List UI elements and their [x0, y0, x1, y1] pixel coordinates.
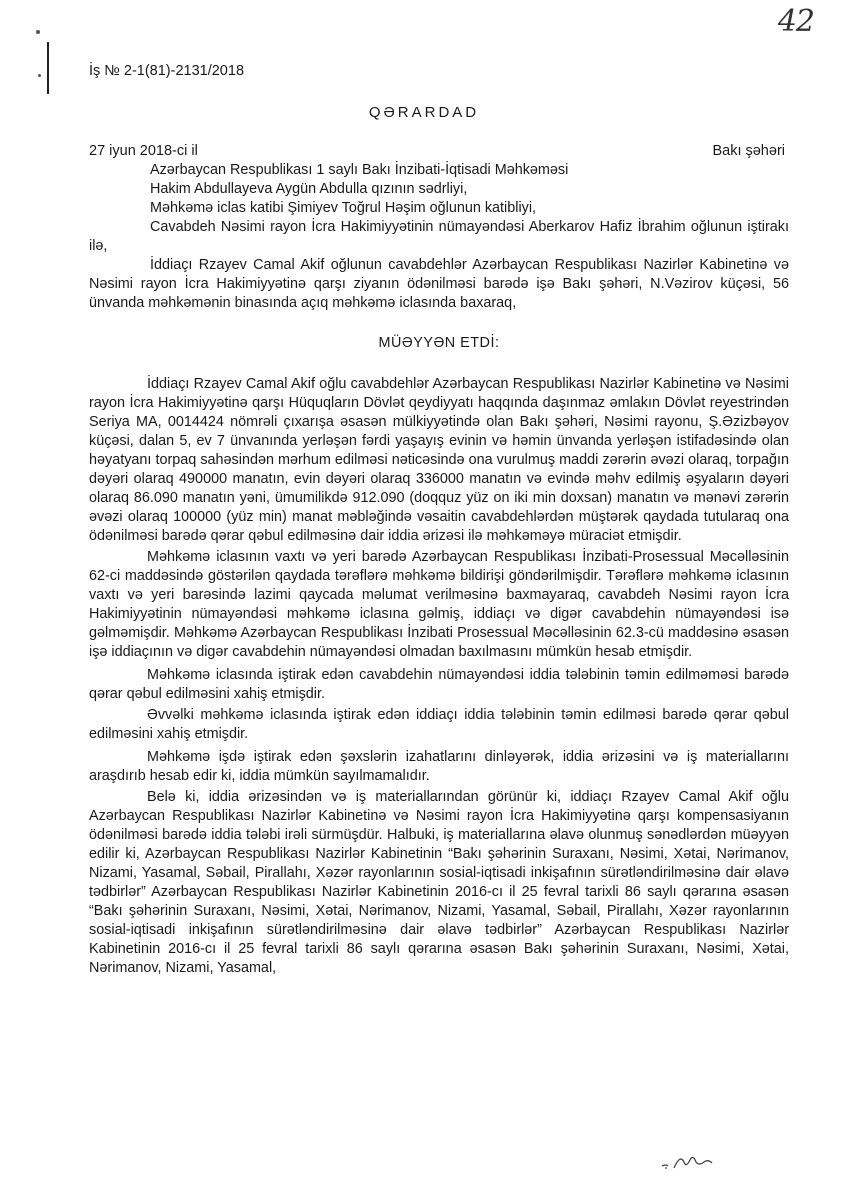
intro-line: İddiaçı Rzayev Camal Akif oğlunun cavabdehlər Azərbaycan Respublikası Nazirlər Kabinetinə və Nəsimi rayon İcra Hakimiyyətinə qarşı ziyanın ödənilməsi barədə işə Bakı şəhəri, N.Vəzirov küçəsi, 56 ünvanda məhkəmənin binasında açıq məhkəmə iclasında baxaraq, — [89, 257, 789, 311]
intro-line: Hakim Abdullayeva Aygün Abdulla qızının sədrliyi, — [150, 181, 468, 197]
document-date: 27 iyun 2018-ci il — [89, 143, 198, 159]
binder-mark — [38, 74, 41, 77]
intro-line: Azərbaycan Respublikası 1 saylı Bakı İnzibati-İqtisadi Məhkəməsi — [150, 162, 569, 178]
body-paragraph: Məhkəmə iclasının vaxtı və yeri barədə Azərbaycan Respublikası İnzibati-Prosessual Məcəlləsinin 62-ci maddəsində göstərilən qaydada tərəflərə məhkəmə bildirişi göndərilmişdir. Tərəflərə məhkəmə iclasının vaxtı və yeri barəsində lazimi qaycada məlumat verilməsinə baxmayaraq, cavabdeh Nəsimi rayon İcra Hakimiyyətinin nümayəndəsi məhkəmə iclasına gəlmiş, iddiaçı və digər cavabdehin nümayəndəsi isə gəlməmişdir. Məhkəmə Azərbaycan Respublikası İnzibati Prosessual Məcəlləsinin 62.3-cü maddəsinə əsasən işə iddiaçının və digər cavabdehin nümayəndəsi olmadan baxılmasını mümkün hesab etmişdir. — [89, 549, 789, 660]
intro-line: Cavabdeh Nəsimi rayon İcra Hakimiyyətinin nümayəndəsi Aberkarov Hafiz İbrahim oğlunun iştirakı ilə, — [89, 219, 789, 254]
case-number: İş № 2-1(81)-2131/2018 — [89, 63, 245, 79]
body-paragraph: Belə ki, iddia ərizəsindən və iş materiallarından görünür ki, iddiaçı Rzayev Camal Akif oğlu Azərbaycan Respublikası Nazirlər Kabinetinə və Nəsimi rayon İcra Hakimiyyətinə qarşı kompensasiyanın ödənilməsi barədə iddia tələbi irəli sürmüşdür. Halbuki, iş materiallarına əlavə olunmuş sənədlərdən müəyyən edilir ki, Azərbaycan Respublikası Nazirlər Kabinetinin “Bakı şəhərinin Suraxanı, Nəsimi, Xətai, Nərimanov, Nizami, Yasamal, Səbail, Pirallahı, Xəzər rayonlarının sosial-iqtisadi inkişafının sürətləndirilməsinə dair əlavə tədbirlər” Azərbaycan Respublikası Nazirlər Kabinetinin 2016-cı il 25 fevral tarixli 86 saylı qərarına əsasən “Bakı şəhərinin Suraxanı, Nəsimi, Xətai, Nərimanov, Nizami, Yasamal, Səbail, Pirallahı, Xəzər rayonlarının sosial-iqtisadi inkişafının sürətləndirilməsinə dair əlavə tədbirlər” Azərbaycan Respublikası Nazirlər Kabinetinin 2016-cı il 25 fevral tarixli 86 saylı qərarına əsasən Bakı şəhərinin Suraxanı, Nəsimi, Xətai, Nərimanov, Nizami, Yasamal, — [89, 789, 789, 976]
body-paragraph: Əvvəlki məhkəmə iclasında iştirak edən iddiaçı iddia tələbinin təmin edilməsi barədə qərar qəbul edilməsini xahiş etmişdir. — [89, 707, 789, 742]
body-paragraph: Məhkəmə işdə iştirak edən şəxslərin izahatlarını dinləyərək, iddia ərizəsini və iş materiallarını araşdırıb hesab edir ki, iddia mümkün sayılmamalıdır. — [89, 749, 789, 784]
handwritten-signature — [660, 1150, 730, 1179]
binder-line — [47, 42, 49, 94]
document-title: QƏRARDAD — [368, 104, 480, 121]
binder-mark — [36, 30, 40, 34]
section-heading: MÜƏYYƏN ETDİ: — [378, 335, 500, 351]
document-body — [89, 161, 789, 978]
body-paragraph: Məhkəmə iclasında iştirak edən cavabdehin nümayəndəsi iddia tələbinin təmin edilməməsi barədə qərar qəbul edilməsini xahiş etmişdir. — [89, 667, 789, 702]
handwritten-page-number: 42 — [777, 4, 814, 39]
date-place-line — [89, 143, 785, 159]
document-place: Bakı şəhəri — [712, 143, 785, 159]
body-paragraph: İddiaçı Rzayev Camal Akif oğlu cavabdehlər Azərbaycan Respublikası Nazirlər Kabinetinə və Nəsimi rayon İcra Hakimiyyətinə qarşı Hüquqların Dövlət qeydiyyatı haqqında daşınmaz əmlakın Dövlət reyestrindən Seriya MA, 0014424 nömrəli çıxarışa əsasən mülkiyyətində olan Bakı şəhəri, Nəsimi rayonu, Ş.Əzizbəyov küçəsi, dalan 5, ev 7 ünvanında yerləşən fərdi yaşayış evinin və həmin ünvanda yerləşən istifadəsində olan həyatyanı torpaq sahəsindən mərhum edilməsi nəticəsində ona vurulmuş maddi zərərin əvəzi olaraq, torpağın dəyəri olaraq 490000 manatın, evin dəyəri olaraq 336000 manatın və evində məhv edilmiş əşyaların dəyəri olaraq 86.090 manatın yəni, ümumilikdə 912.090 (doqquz yüz on iki min doxsan) manatın və mənəvi zərərin əvəzi olaraq 100000 (yüz min) manat məbləğində vəsaitin cavabdehlərdən müştərək qaydada tutularaq ona ödənilməsi barədə qərar qəbul edilməsinə dair iddia ərizəsi ilə məhkəməyə müraciət etmişdir. — [89, 376, 789, 544]
intro-line: Məhkəmə iclas katibi Şimiyev Toğrul Həşim oğlunun katibliyi, — [150, 200, 537, 216]
